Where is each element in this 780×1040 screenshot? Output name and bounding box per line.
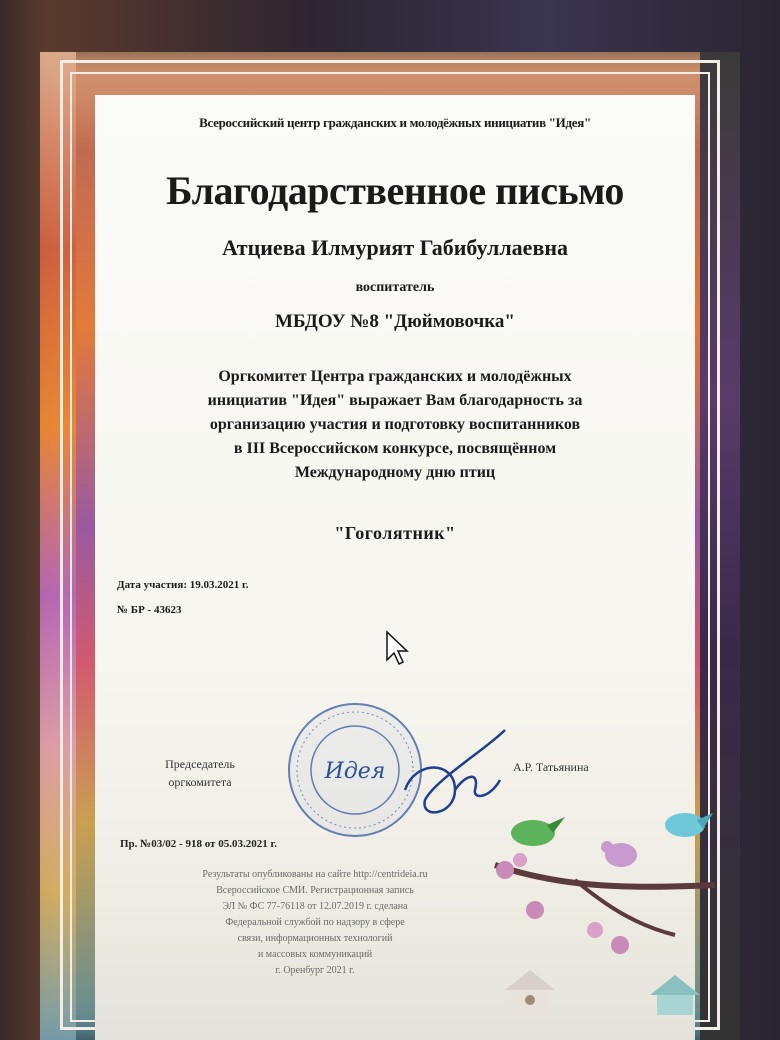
recipient-institution: МБДОУ №8 "Дюймовочка" xyxy=(275,311,515,332)
certificate-title: Благодарственное письмо xyxy=(166,168,624,213)
reg-line: Федеральной службой по надзору в сфере xyxy=(225,917,405,928)
recipient-name: Атциева Илмурият Габибуллаевна xyxy=(221,235,569,260)
birds-on-branch-illustration xyxy=(475,795,715,1015)
body-line: организацию участия и подготовку воспитанников xyxy=(209,416,581,433)
recipient-position: воспитатель xyxy=(355,280,435,295)
body-line: в III Всероссийском конкурсе, посвящённом xyxy=(233,440,557,457)
participation-date: Дата участия: 19.03.2021 г. xyxy=(117,579,249,591)
reg-line: и массовых коммуникаций xyxy=(257,949,373,960)
signer-name: А.Р. Татьянина xyxy=(513,760,589,774)
reg-line: Всероссийское СМИ. Регистрационная запись xyxy=(216,885,414,896)
contest-name: "Гоголятник" xyxy=(334,523,456,543)
reg-line: г. Оренбург 2021 г. xyxy=(275,965,355,976)
stamp-text: Идея xyxy=(324,759,386,784)
gratitude-text xyxy=(120,365,670,485)
issuer-organization: Всероссийский центр гражданских и молодёжных инициатив "Идея" xyxy=(199,115,591,130)
chair-title xyxy=(145,755,255,791)
reg-line: Результаты опубликованы на сайте http://centrideia.ru xyxy=(202,869,428,880)
reg-line: ЭЛ № ФС 77-76118 от 12.07.2019 г. сделана xyxy=(222,901,408,912)
chair-line: Председатель xyxy=(165,757,235,771)
birdhouse-icon xyxy=(505,970,555,1015)
certificate-number: № БР - 43623 xyxy=(117,604,182,616)
mouse-pointer-icon xyxy=(385,630,411,670)
body-line: Международному дню птиц xyxy=(294,464,496,481)
chair-line: оргкомитета xyxy=(168,775,232,789)
certificate-paper xyxy=(95,95,695,1040)
body-line: инициатив "Идея" выражает Вам благодарность за xyxy=(207,392,583,409)
protocol-number: Пр. №03/02 - 918 от 05.03.2021 г. xyxy=(120,838,277,850)
reg-line: связи, информационных технологий xyxy=(237,933,393,944)
registration-info xyxy=(135,867,495,979)
body-line: Оргкомитет Центра гражданских и молодёжных xyxy=(218,368,572,385)
